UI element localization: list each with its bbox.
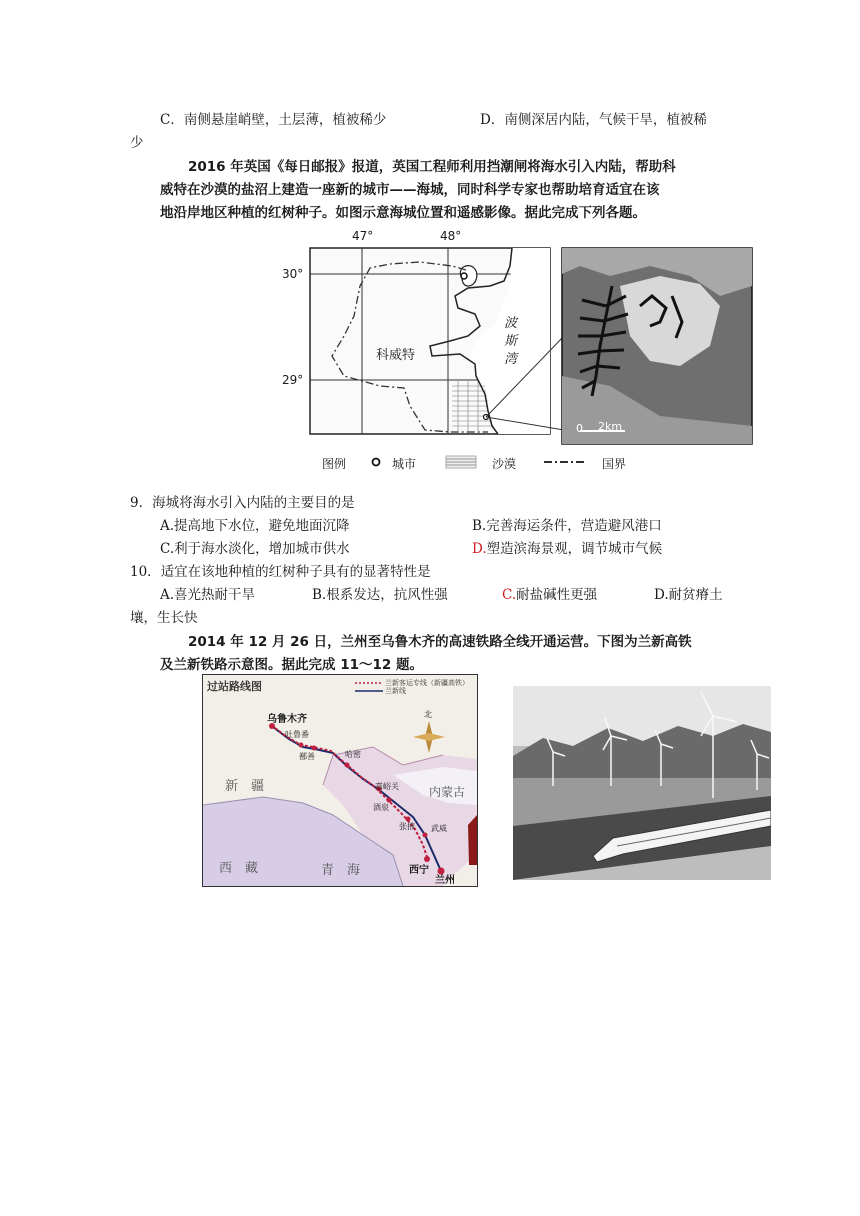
legend-desert-label: 沙漠 bbox=[492, 457, 517, 471]
q10-option-c-text: 耐盐碱性更强 bbox=[516, 587, 598, 603]
city-jiuquan-label: 酒泉 bbox=[373, 803, 389, 812]
q9-option-a: A.提高地下水位，避免地面沉降 bbox=[160, 518, 350, 534]
lat-30-label: 30° bbox=[282, 267, 304, 281]
q9-option-d-text: 塑造滨海景观，调节城市气候 bbox=[486, 541, 663, 557]
route-map-title: 过站路线图 bbox=[207, 680, 262, 693]
kuwait-label: 科威特 bbox=[376, 348, 416, 363]
city-shanshan-label: 鄯善 bbox=[299, 752, 315, 761]
q10-option-a: A.喜光热耐干旱 bbox=[160, 587, 256, 603]
station-wuwei bbox=[423, 833, 428, 838]
q10-option-d: D.耐贫瘠土 bbox=[654, 587, 723, 603]
legend-hsr-label: 兰新客运专线（新疆高铁） bbox=[385, 679, 469, 687]
city-turpan-label: 吐鲁番 bbox=[285, 730, 309, 739]
q9-stem: 9．海城将海水引入内陆的主要目的是 bbox=[130, 495, 355, 511]
city-xining-label: 西宁 bbox=[409, 865, 429, 876]
gulf-label-3: 湾 bbox=[504, 352, 518, 367]
haicheng-map-svg bbox=[280, 226, 775, 478]
q10-stem: 10．适宜在该地种植的红树种子具有的显著特性是 bbox=[130, 564, 431, 580]
legend-city-symbol bbox=[373, 459, 380, 466]
compass-north-label: 北 bbox=[424, 710, 432, 719]
q9-answer-mark: D. bbox=[472, 541, 487, 557]
haicheng-location-figure bbox=[280, 226, 775, 478]
lon-48-label: 48° bbox=[440, 229, 462, 243]
q9-option-b: B.完善海运条件，营造避风港口 bbox=[472, 518, 662, 534]
city-wuwei-label: 武威 bbox=[431, 824, 447, 833]
photo-svg bbox=[513, 686, 771, 880]
legend-rail-label: 兰新线 bbox=[385, 687, 406, 695]
station-turpan bbox=[299, 743, 304, 748]
gulf-label-2: 斯 bbox=[504, 334, 518, 349]
passage2-line1: 2014 年 12 月 26 日，兰州至乌鲁木齐的高速铁路全线开通运营。下图为兰新高铁 bbox=[188, 634, 692, 650]
q8-option-c: C．南侧悬崖峭壁，土层薄，植被稀少 bbox=[160, 112, 387, 128]
hsr-wind-farm-photo bbox=[513, 686, 771, 880]
q9-option-d bbox=[472, 537, 662, 557]
city-urumqi-label: 乌鲁木齐 bbox=[267, 714, 307, 725]
q8-option-d-continued: 少 bbox=[130, 135, 144, 151]
legend-border-label: 国界 bbox=[602, 457, 627, 471]
q8-option-d: D．南侧深居内陆，气候干旱，植被稀 bbox=[480, 112, 707, 128]
passage2-line2: 及兰新铁路示意图。据此完成 11～12 题。 bbox=[160, 657, 423, 673]
region-xinjiang-label: 新 疆 bbox=[225, 779, 265, 794]
q10-option-c bbox=[502, 583, 597, 603]
region-neimenggu-label: 内蒙古 bbox=[429, 785, 466, 799]
station-hami bbox=[345, 763, 350, 768]
lon-47-label: 47° bbox=[352, 229, 374, 243]
scale-km-label: 2km bbox=[598, 420, 623, 433]
q10-answer-mark: C. bbox=[502, 587, 517, 603]
passage1-line3: 地沿岸地区种植的红树种子。如图示意海城位置和遥感影像。据此完成下列各题。 bbox=[160, 205, 646, 221]
city-lanzhou-label: 兰州 bbox=[435, 875, 455, 886]
legend-label: 图例 bbox=[322, 457, 347, 471]
legend-desert-symbol bbox=[446, 456, 476, 468]
gulf-label-1: 波 bbox=[504, 316, 518, 331]
city-zhangye-label: 张掖 bbox=[399, 822, 415, 831]
q9-option-c: C.利于海水淡化，增加城市供水 bbox=[160, 541, 350, 557]
passage1-line2: 威特在沙漠的盐沼上建造一座新的城市——海城，同时科学专家也帮助培育适宜在该 bbox=[160, 182, 660, 198]
city-kuwait-marker bbox=[461, 273, 467, 279]
city-jiayuguan-label: 嘉峪关 bbox=[375, 782, 399, 791]
lat-29-label: 29° bbox=[282, 373, 304, 387]
station-shanshan bbox=[312, 746, 317, 751]
city-hami-label: 哈密 bbox=[345, 750, 361, 759]
q10-option-b: B.根系发达，抗风性强 bbox=[312, 587, 448, 603]
lanxin-railway-map bbox=[202, 674, 478, 887]
legend-city-label: 城市 bbox=[392, 457, 417, 471]
region-qinghai-label: 青 海 bbox=[321, 863, 361, 878]
region-xizang-label: 西 藏 bbox=[219, 861, 259, 876]
q10-option-d-continued: 壤，生长快 bbox=[130, 610, 198, 626]
passage1-line1: 2016 年英国《每日邮报》报道，英国工程师利用挡潮闸将海水引入内陆，帮助科 bbox=[188, 159, 676, 175]
scale-zero-label: 0 bbox=[576, 422, 583, 435]
